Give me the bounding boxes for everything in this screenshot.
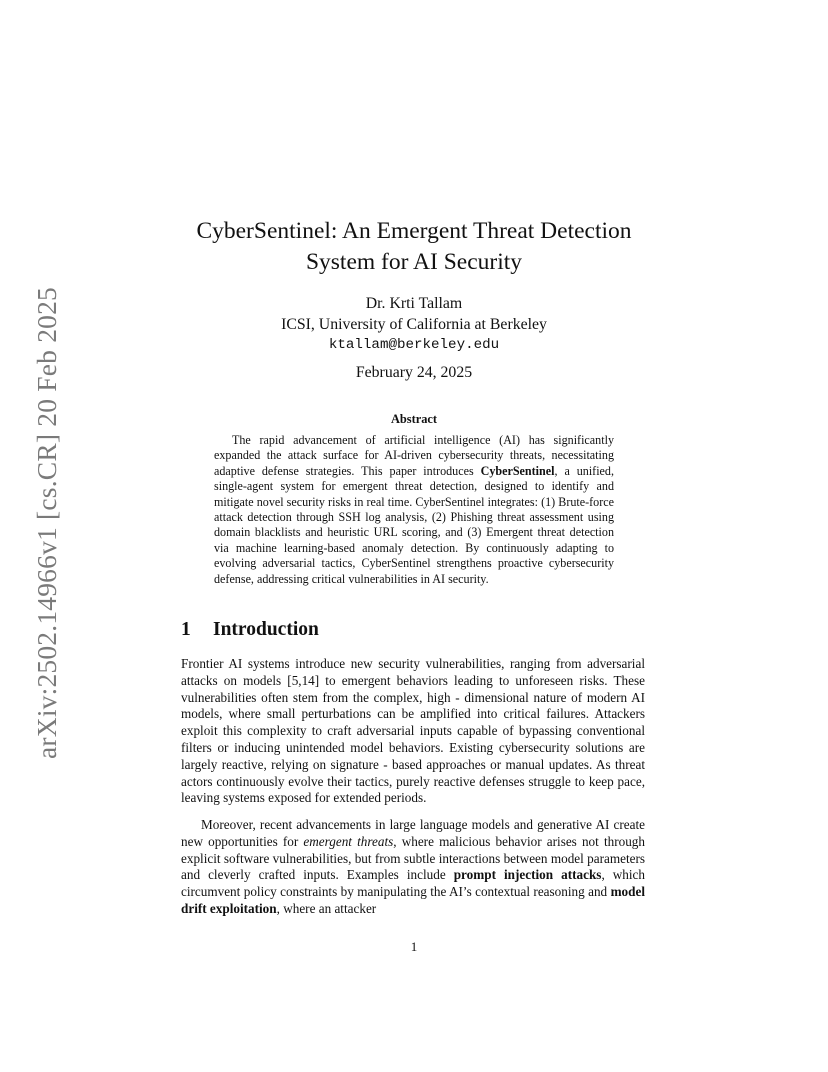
intro-paragraph-1: Frontier AI systems introduce new security vulnerabilities, ranging from adversarial attacks on models [5,14] to emergent behaviors leading to unforeseen risks. These vulnerabilities often stem from the complex, high - dimensional nature of modern AI models, where small perturbations can be amplified into critical failures. Attackers exploit this complexity to craft adversarial inputs capable of bypassing conventional filters or inducing unintended model behaviors. Existing cybersecurity solutions are largely reactive, relying on signature - based approaches or manual updates. As threat actors continuously evolve their tactics, purely reactive defenses struggle to keep pace, leaving systems exposed for extended periods. <box>181 656 645 806</box>
para2-text-3: , which circumvent policy constraints by manipulating the AI’s contextual reasoning and <box>181 867 646 900</box>
author-name: Dr. Krti Tallam <box>365 295 463 312</box>
para2-text-1: Moreover, recent advancements in large language models and generative AI create new opportunities for <box>181 817 645 849</box>
abstract-system-name: CyberSentinel <box>480 463 555 478</box>
author-block <box>200 293 628 356</box>
author-affiliation: ICSI, University of California at Berkeley <box>281 316 547 333</box>
section-number: 1 <box>181 619 191 640</box>
author-email: ktallam@berkeley.edu <box>328 337 500 353</box>
para2-bold-prompt-injection: prompt injection attacks <box>453 867 602 883</box>
abstract-text <box>214 433 614 587</box>
abstract-text-part-2: , a unified, single-agent system for emergent threat detection, designed to identify and mitigate novel security risks in real time. CyberSentinel integrates: (1) Brute-force attack detection through SSH log analysis, (2) Phishing threat assessment using domain blacklists and heuristic URL scoring, and (3) Emergent threat detection via machine learning-based anomaly detection. By continuously adapting to evolving adversarial tactics, CyberSentinel strengthens proactive cybersecurity defense, addressing critical vulnerabilities in AI security. <box>214 463 614 586</box>
title-line-2: System for AI Security <box>305 249 523 275</box>
para2-text-4: , where an attacker <box>276 900 377 916</box>
page-number: 1 <box>410 939 418 954</box>
abstract-text-part-1: The rapid advancement of artificial intelligence (AI) has significantly expanded the attack surface for AI-driven cybersecurity threats, necessitating adaptive defense strategies. This paper introduces <box>214 433 614 478</box>
intro-paragraph-2 <box>181 817 645 918</box>
title-line-1: CyberSentinel: An Emergent Threat Detection <box>196 218 632 244</box>
para2-bold-model-drift: model drift exploitation <box>181 884 645 916</box>
paper-title <box>150 216 678 278</box>
para2-emphasis: emergent threats <box>303 833 394 849</box>
abstract-heading: Abstract <box>390 412 438 426</box>
arxiv-identifier: arXiv:2502.14966v1 [cs.CR] 20 Feb 2025 <box>31 286 62 760</box>
paper-date: February 24, 2025 <box>355 364 473 381</box>
section-heading-introduction <box>181 619 319 641</box>
para2-text-2: , where malicious behavior arises not through explicit software vulnerabilities, but from subtle interactions between model parameters and cleverly crafted inputs. Examples include <box>181 833 645 883</box>
section-title: Introduction <box>213 619 319 640</box>
